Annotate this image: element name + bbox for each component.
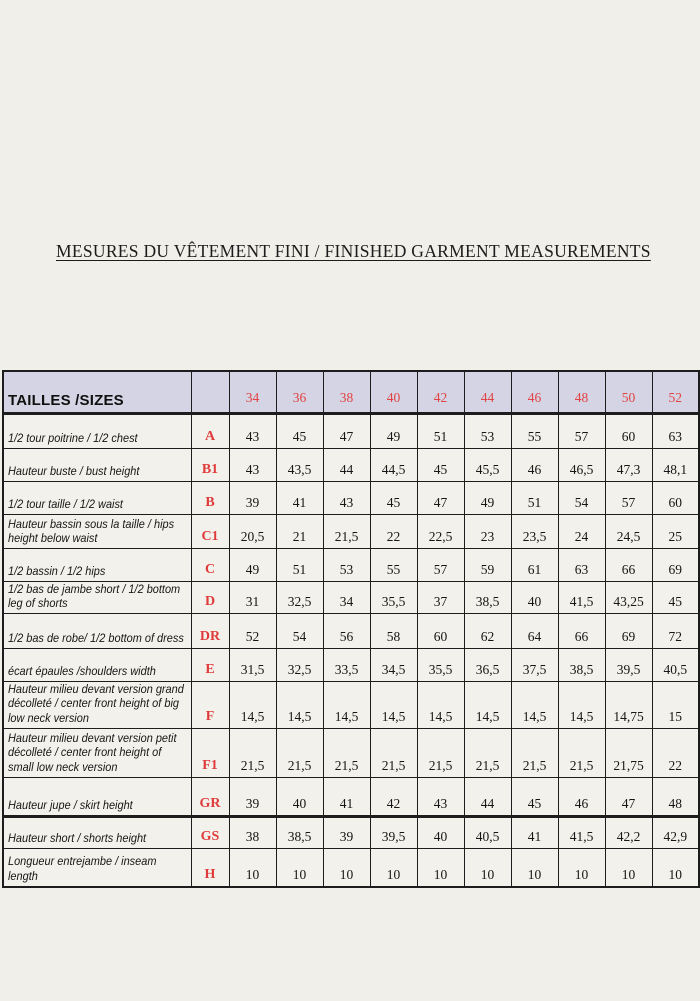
size-column-header: 52 [652,371,699,414]
measurement-value: 37,5 [511,649,558,682]
measurement-value: 69 [605,614,652,649]
size-column-header: 44 [464,371,511,414]
measurement-value: 54 [558,482,605,515]
measurement-value: 44 [464,777,511,816]
measurement-label [3,682,191,728]
measurement-code: H [191,848,229,887]
measurement-value: 64 [511,614,558,649]
measurement-value: 42,2 [605,816,652,848]
measurement-row [3,515,699,549]
table-header-row [3,371,699,414]
measurement-code: F1 [191,728,229,777]
measurement-value: 14,5 [558,682,605,728]
size-column-header: 34 [229,371,276,414]
page-title: MESURES DU VÊTEMENT FINI / FINISHED GARMENT MEASUREMENTS [56,241,651,261]
measurement-value: 62 [464,614,511,649]
measurement-row [3,414,699,449]
measurement-value: 21,5 [276,728,323,777]
measurement-value: 47 [323,414,370,449]
measurement-value: 48 [652,777,699,816]
measurement-row [3,549,699,582]
measurement-label-text: Hauteur milieu devant version grand décolleté / center front height of big low neck version [8,682,184,725]
measurement-value: 10 [605,848,652,887]
measurement-value: 10 [370,848,417,887]
table-header-sizes-label: TAILLES /SIZES [3,371,191,414]
measurement-value: 36,5 [464,649,511,682]
measurement-value: 47 [605,777,652,816]
measurement-value: 44 [323,449,370,482]
measurements-table [2,370,700,888]
measurement-value: 40,5 [652,649,699,682]
measurement-label [3,777,191,816]
size-column-header: 40 [370,371,417,414]
measurement-value: 10 [323,848,370,887]
measurement-value: 21,5 [229,728,276,777]
measurement-value: 46 [511,449,558,482]
measurement-label [3,482,191,515]
table-body [3,414,699,887]
measurement-row [3,482,699,515]
measurement-row [3,582,699,614]
measurement-value: 49 [464,482,511,515]
measurement-label-text: Hauteur bassin sous la taille / hips height below waist [8,516,175,545]
size-column-header: 42 [417,371,464,414]
size-column-header: 46 [511,371,558,414]
measurement-value: 14,5 [511,682,558,728]
measurement-value: 20,5 [229,515,276,549]
measurement-value: 21,5 [417,728,464,777]
measurement-value: 51 [511,482,558,515]
measurement-row [3,449,699,482]
measurement-value: 45 [652,582,699,614]
measurement-label [3,614,191,649]
measurement-value: 14,5 [464,682,511,728]
measurement-label [3,549,191,582]
measurement-value: 63 [652,414,699,449]
measurement-value: 57 [605,482,652,515]
measurement-value: 58 [370,614,417,649]
measurement-value: 43 [323,482,370,515]
measurement-value: 10 [229,848,276,887]
measurement-value: 25 [652,515,699,549]
measurement-value: 14,75 [605,682,652,728]
measurement-value: 22 [370,515,417,549]
measurement-value: 52 [229,614,276,649]
measurement-code: GR [191,777,229,816]
measurement-label-text: Hauteur milieu devant version petit décolleté / center front height of small low neck version [8,731,177,774]
measurement-code: DR [191,614,229,649]
measurement-value: 34,5 [370,649,417,682]
measurement-label [3,515,191,549]
measurement-value: 10 [464,848,511,887]
measurement-value: 43,5 [276,449,323,482]
measurement-value: 39,5 [605,649,652,682]
measurement-value: 55 [370,549,417,582]
measurement-code: A [191,414,229,449]
measurement-value: 45 [417,449,464,482]
measurement-value: 15 [652,682,699,728]
measurement-value: 54 [276,614,323,649]
measurement-value: 45,5 [464,449,511,482]
measurement-value: 43 [417,777,464,816]
measurement-value: 48,1 [652,449,699,482]
measurement-label-text: 1/2 tour taille / 1/2 waist [8,496,123,511]
measurement-label-text: Hauteur buste / bust height [8,463,140,478]
measurement-value: 14,5 [323,682,370,728]
measurement-code: D [191,582,229,614]
measurement-code: B [191,482,229,515]
measurement-value: 32,5 [276,582,323,614]
measurement-value: 10 [276,848,323,887]
measurement-row [3,614,699,649]
measurement-value: 39 [323,816,370,848]
measurement-value: 53 [464,414,511,449]
size-column-header: 38 [323,371,370,414]
measurement-value: 63 [558,549,605,582]
measurement-value: 37 [417,582,464,614]
measurement-value: 24,5 [605,515,652,549]
measurement-value: 21,5 [464,728,511,777]
measurement-value: 59 [464,549,511,582]
measurement-value: 31,5 [229,649,276,682]
measurement-value: 39 [229,482,276,515]
measurement-label-text: 1/2 bassin / 1/2 hips [8,563,106,578]
measurement-value: 45 [511,777,558,816]
measurement-row [3,682,699,728]
measurement-value: 21,5 [323,515,370,549]
measurement-value: 21,5 [323,728,370,777]
measurement-value: 42 [370,777,417,816]
measurement-value: 69 [652,549,699,582]
measurement-value: 38,5 [276,816,323,848]
measurement-value: 40,5 [464,816,511,848]
measurement-value: 14,5 [276,682,323,728]
measurement-value: 22,5 [417,515,464,549]
measurement-value: 53 [323,549,370,582]
measurement-value: 22 [652,728,699,777]
measurement-value: 66 [605,549,652,582]
measurement-value: 40 [417,816,464,848]
measurement-value: 10 [652,848,699,887]
measurement-value: 46 [558,777,605,816]
measurement-value: 39,5 [370,816,417,848]
measurement-value: 21,75 [605,728,652,777]
measurement-label [3,449,191,482]
measurement-value: 51 [417,414,464,449]
measurement-label-text: 1/2 bas de jambe short / 1/2 bottom leg of shorts [8,582,181,611]
measurement-label [3,582,191,614]
measurement-code: C [191,549,229,582]
measurement-value: 41 [276,482,323,515]
measurement-value: 43 [229,449,276,482]
measurement-value: 60 [652,482,699,515]
measurement-value: 31 [229,582,276,614]
size-column-header: 36 [276,371,323,414]
measurement-code: F [191,682,229,728]
measurement-value: 51 [276,549,323,582]
measurement-value: 39 [229,777,276,816]
measurement-value: 14,5 [417,682,464,728]
measurement-value: 14,5 [229,682,276,728]
measurement-value: 43 [229,414,276,449]
measurement-value: 32,5 [276,649,323,682]
measurement-value: 21,5 [511,728,558,777]
measurement-value: 41,5 [558,816,605,848]
measurement-value: 43,25 [605,582,652,614]
measurement-value: 42,9 [652,816,699,848]
measurement-label-text: 1/2 bas de robe/ 1/2 bottom of dress [8,631,184,646]
measurement-code: GS [191,816,229,848]
measurement-value: 72 [652,614,699,649]
measurement-value: 55 [511,414,558,449]
measurement-value: 57 [417,549,464,582]
measurement-row [3,848,699,887]
measurement-value: 40 [511,582,558,614]
measurement-label-text: 1/2 tour poitrine / 1/2 chest [8,430,138,445]
measurement-value: 49 [229,549,276,582]
measurement-value: 41 [323,777,370,816]
measurement-label [3,848,191,887]
measurement-value: 44,5 [370,449,417,482]
measurement-value: 14,5 [370,682,417,728]
measurement-value: 33,5 [323,649,370,682]
measurement-value: 45 [276,414,323,449]
measurement-value: 61 [511,549,558,582]
size-column-header: 48 [558,371,605,414]
measurement-value: 46,5 [558,449,605,482]
measurement-code: E [191,649,229,682]
measurement-value: 41 [511,816,558,848]
measurement-value: 49 [370,414,417,449]
measurement-value: 60 [605,414,652,449]
measurement-value: 24 [558,515,605,549]
measurement-value: 47 [417,482,464,515]
measurement-label [3,728,191,777]
measurement-value: 23 [464,515,511,549]
measurement-value: 10 [417,848,464,887]
measurement-label-text: Hauteur jupe / skirt height [8,797,133,812]
measurement-value: 10 [558,848,605,887]
measurement-value: 47,3 [605,449,652,482]
measurement-value: 21,5 [370,728,417,777]
measurement-row [3,777,699,816]
measurement-row [3,649,699,682]
measurement-value: 45 [370,482,417,515]
measurement-value: 38,5 [464,582,511,614]
size-column-header: 50 [605,371,652,414]
measurement-value: 60 [417,614,464,649]
measurement-value: 35,5 [417,649,464,682]
measurement-value: 66 [558,614,605,649]
measurement-code: C1 [191,515,229,549]
measurement-value: 21 [276,515,323,549]
measurement-value: 35,5 [370,582,417,614]
measurement-label [3,649,191,682]
table-header-code-cell [191,371,229,414]
measurement-label-text: Hauteur short / shorts height [8,830,147,845]
measurement-label-text: Longueur entrejambe / inseam length [8,854,157,883]
measurement-code: B1 [191,449,229,482]
measurement-label [3,816,191,848]
measurement-label-text: écart épaules /shoulders width [8,664,156,679]
measurement-row [3,728,699,777]
measurement-value: 10 [511,848,558,887]
measurement-label [3,414,191,449]
measurement-value: 56 [323,614,370,649]
measurement-value: 57 [558,414,605,449]
measurement-value: 38,5 [558,649,605,682]
measurement-value: 34 [323,582,370,614]
measurement-value: 21,5 [558,728,605,777]
measurement-value: 38 [229,816,276,848]
measurement-value: 40 [276,777,323,816]
measurement-value: 41,5 [558,582,605,614]
measurement-row [3,816,699,848]
measurement-value: 23,5 [511,515,558,549]
